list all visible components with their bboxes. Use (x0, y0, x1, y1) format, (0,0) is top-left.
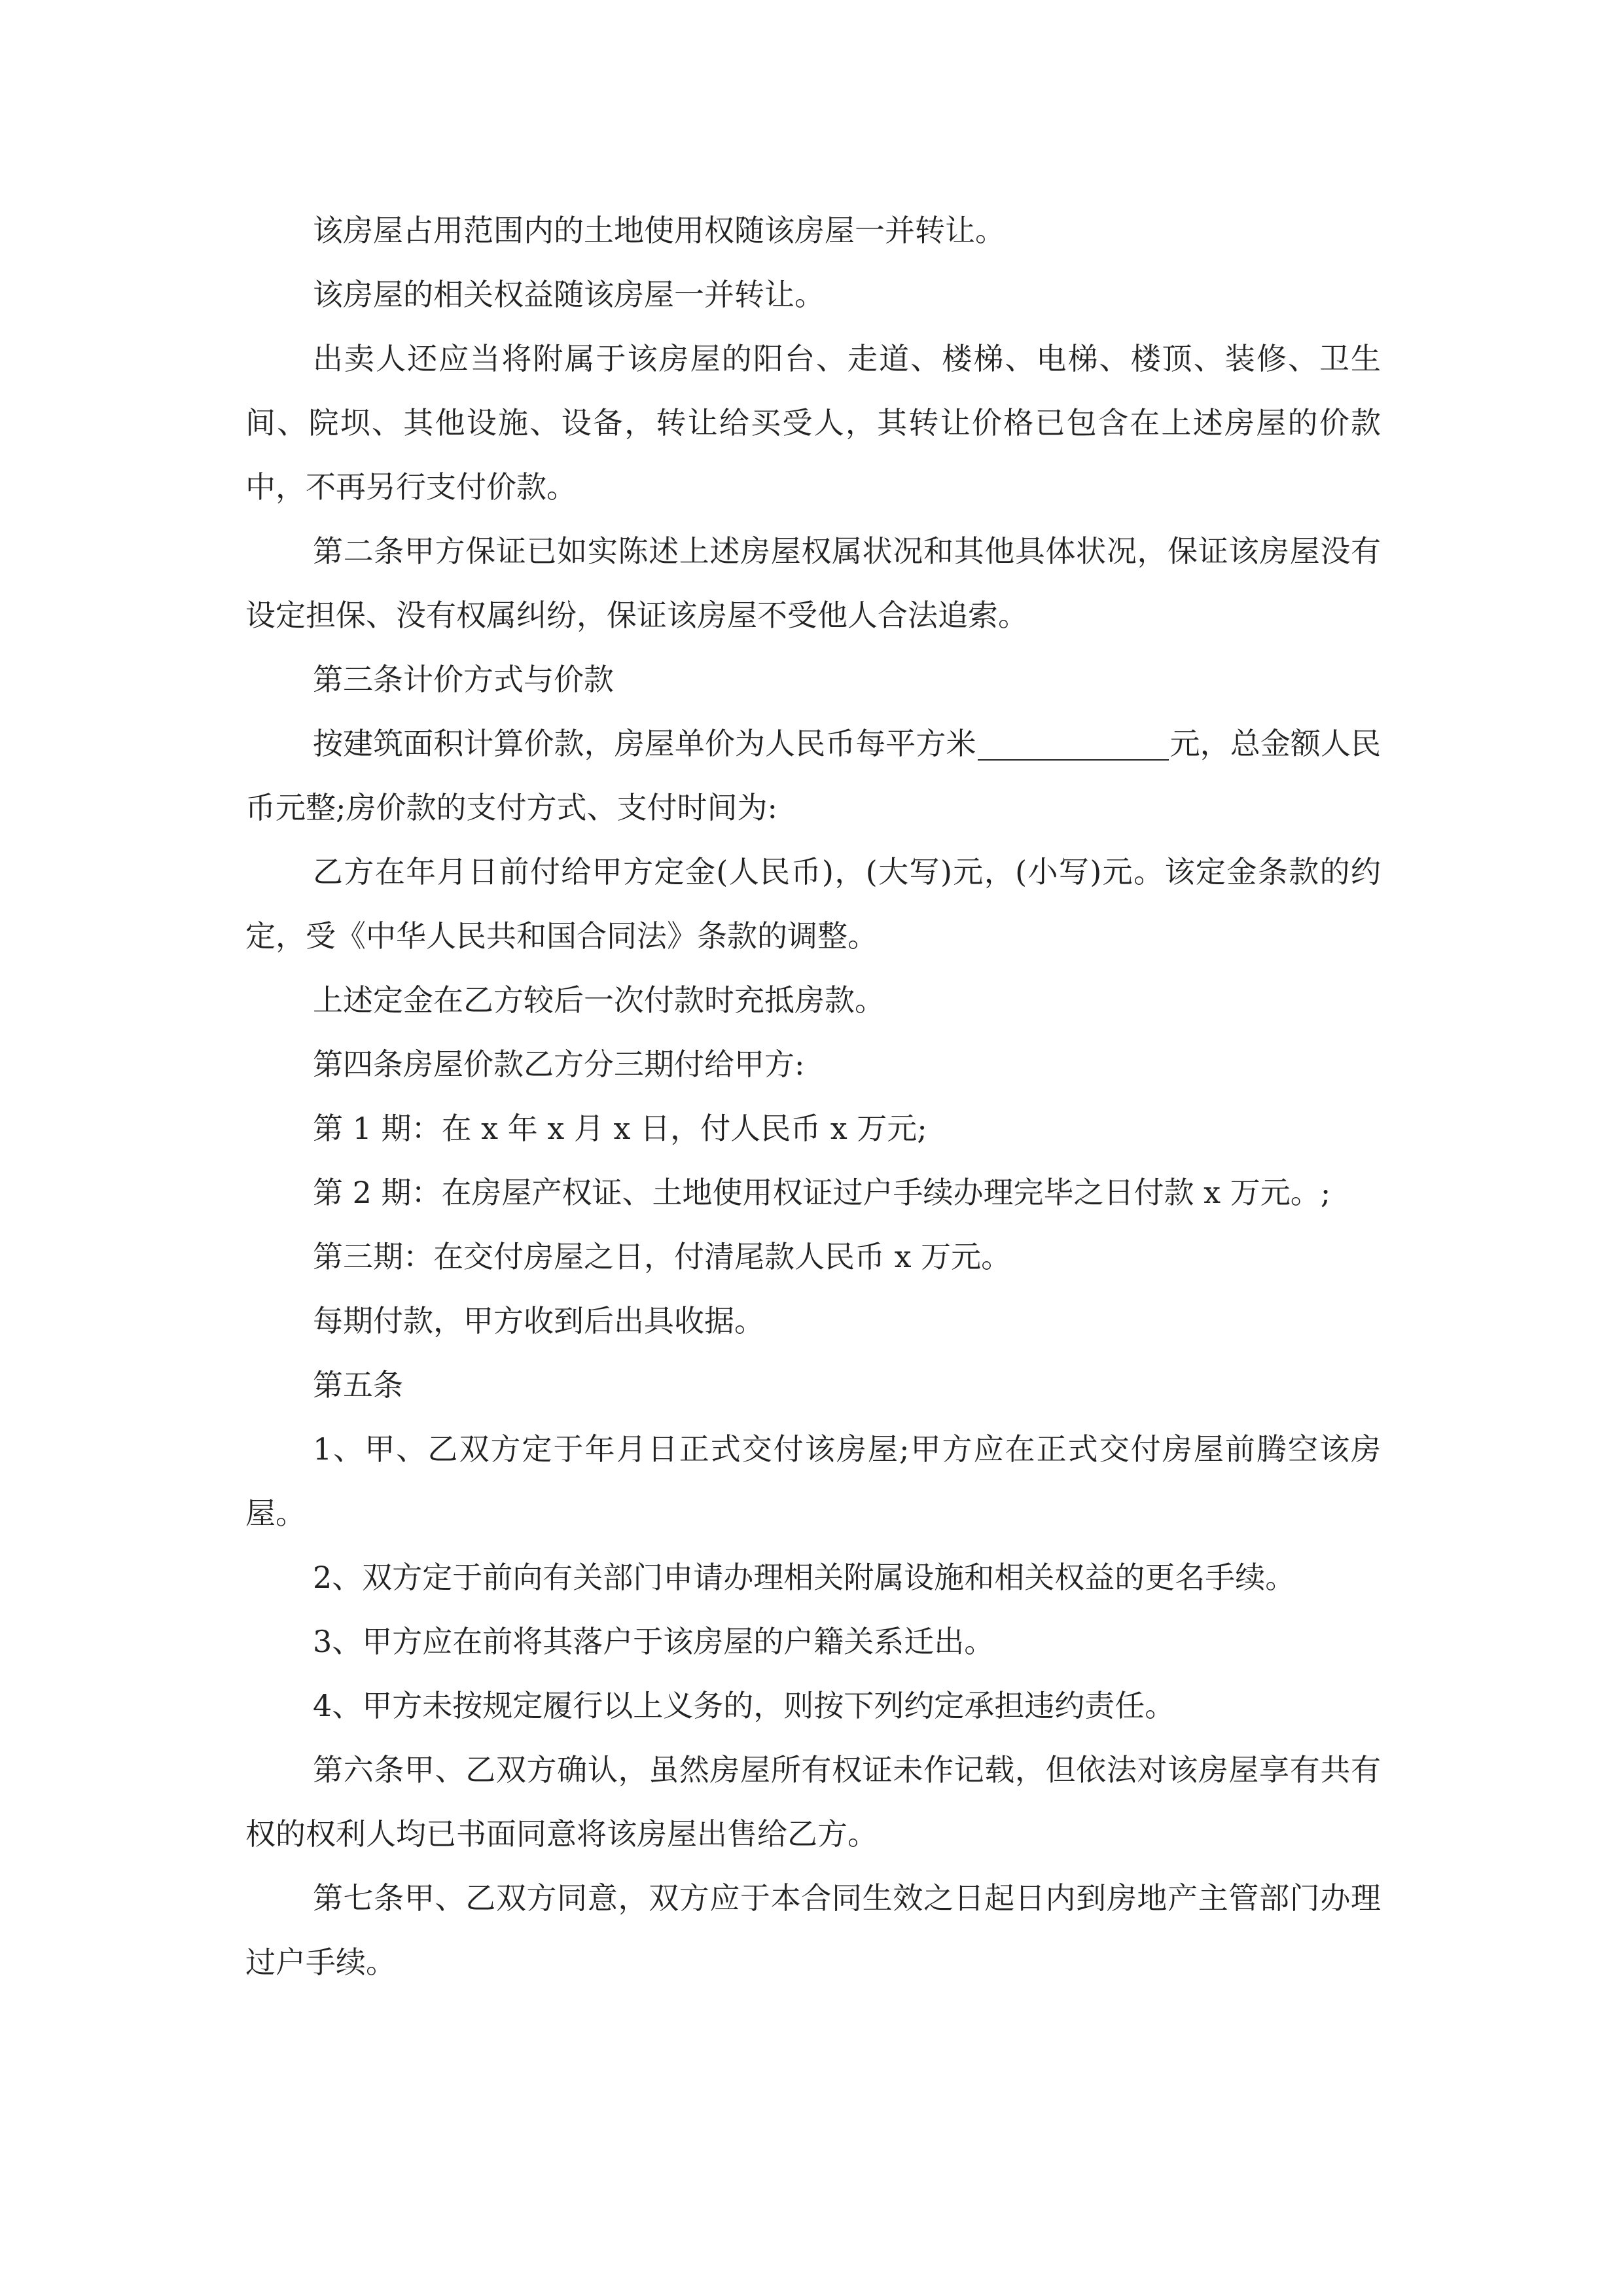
contract-body (245, 198, 1381, 1994)
paragraph-related-rights: 该房屋的相关权益随该房屋一并转让。 (313, 277, 825, 312)
paragraph-article-5-item-3: 3、甲方应在前将其落户于该房屋的户籍关系迁出。 (313, 1624, 995, 1659)
paragraph-deposit: 乙方在年月日前付给甲方定金(人民币)，(大写)元，(小写)元。该定金条款的约定，受《中华人民共和国合同法》条款的调整。 (245, 854, 1381, 954)
paragraph-article-6: 第六条甲、乙双方确认，虽然房屋所有权证未作记载，但依法对该房屋享有共有权的权利人均已书面同意将该房屋出售给乙方。 (245, 1752, 1381, 1852)
paragraph-attached-facilities: 出卖人还应当将附属于该房屋的阳台、走道、楼梯、电梯、楼顶、装修、卫生间、院坝、其他设施、设备，转让给买受人，其转让价格已包含在上述房屋的价款中，不再另行支付价款。 (245, 341, 1381, 505)
paragraph-land-use-right: 该房屋占用范围内的土地使用权随该房屋一并转让。 (313, 213, 1005, 248)
paragraph-installment-3: 第三期：在交付房屋之日，付清尾款人民币 x 万元。 (313, 1239, 1012, 1274)
heading-article-3: 第三条计价方式与价款 (313, 662, 614, 697)
price-clause-text-after: 元，总金额人民币元整;房价款的支付方式、支付时间为: (245, 726, 1382, 825)
paragraph-receipt: 每期付款，甲方收到后出具收据。 (313, 1303, 764, 1338)
paragraph-price-clause (245, 711, 1381, 840)
paragraph-article-7: 第七条甲、乙双方同意，双方应于本合同生效之日起日内到房地产主管部门办理过户手续。 (245, 1880, 1381, 1980)
price-clause-text-before: 按建筑面积计算价款，房屋单价为人民币每平方米 (313, 726, 976, 761)
paragraph-article-5-item-2: 2、双方定于前向有关部门申请办理相关附属设施和相关权益的更名手续。 (313, 1560, 1296, 1595)
paragraph-installment-2: 第 2 期：在房屋产权证、土地使用权证过户手续办理完毕之日付款 x 万元。; (313, 1175, 1331, 1210)
unit-price-blank-line (978, 729, 1169, 761)
paragraph-article-5-item-1: 1、甲、乙双方定于年月日正式交付该房屋;甲方应在正式交付房屋前腾空该房屋。 (245, 1431, 1381, 1531)
heading-article-5: 第五条 (313, 1367, 403, 1403)
paragraph-installment-1: 第 1 期：在 x 年 x 月 x 日，付人民币 x 万元; (313, 1111, 927, 1146)
paragraph-article-5-item-4: 4、甲方未按规定履行以上义务的，则按下列约定承担违约责任。 (313, 1688, 1175, 1723)
paragraph-deposit-offset: 上述定金在乙方较后一次付款时充抵房款。 (313, 982, 885, 1018)
paragraph-article-2: 第二条甲方保证已如实陈述上述房屋权属状况和其他具体状况，保证该房屋没有设定担保、没有权属纠纷，保证该房屋不受他人合法追索。 (245, 533, 1381, 633)
heading-article-4: 第四条房屋价款乙方分三期付给甲方: (313, 1047, 805, 1082)
